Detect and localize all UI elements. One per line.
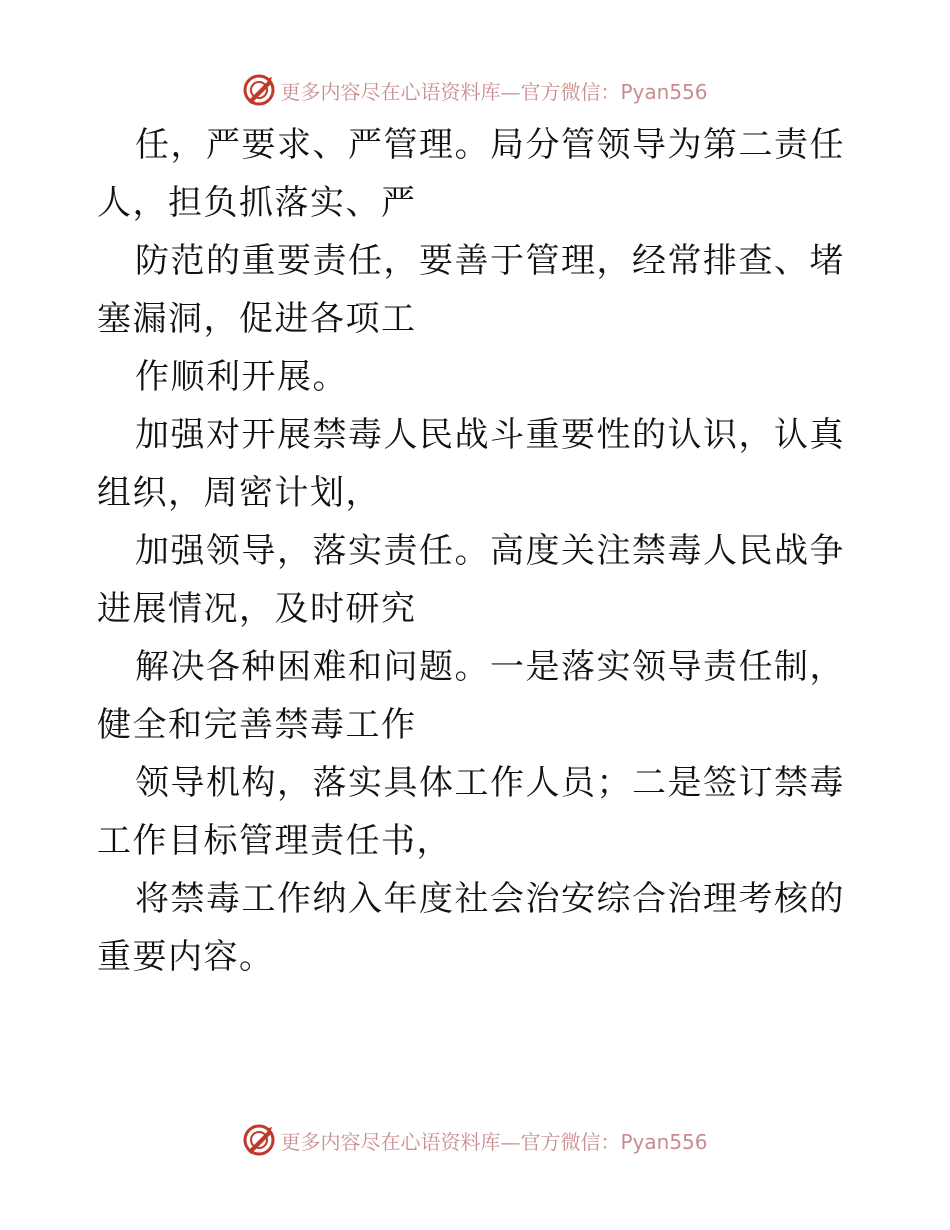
brand-logo-icon: [242, 1123, 276, 1157]
paragraph: 将禁毒工作纳入年度社会治安综合治理考核的重要内容。: [97, 879, 845, 977]
paragraph: 作顺利开展。: [135, 357, 348, 397]
paragraph: 领导机构，落实具体工作人员；二是签订禁毒工作目标管理责任书，: [97, 763, 845, 861]
footer-banner-dash: —: [500, 1129, 521, 1154]
header-banner-dash: —: [500, 79, 521, 104]
paragraph: 加强对开展禁毒人民战斗重要性的认识，认真组织，周密计划，: [97, 415, 845, 513]
paragraph: 防范的重要责任，要善于管理，经常排查、堵塞漏洞，促进各项工: [97, 241, 845, 339]
header-banner-handle: Pyan556: [620, 79, 708, 104]
header-banner: [0, 70, 950, 110]
paragraph: 加强领导，落实责任。高度关注禁毒人民战争进展情况，及时研究: [97, 531, 845, 629]
document-body: [97, 116, 857, 986]
header-banner-main: 更多内容尽在心语资料库: [280, 79, 501, 104]
footer-banner-handle: Pyan556: [620, 1129, 708, 1154]
header-banner-text: [280, 76, 707, 105]
brand-logo-icon: [242, 73, 276, 107]
header-banner-official: 官方微信：: [520, 79, 621, 104]
paragraph: 解决各种困难和问题。一是落实领导责任制，健全和完善禁毒工作: [97, 647, 845, 745]
footer-banner-text: [280, 1126, 707, 1155]
footer-banner: [0, 1120, 950, 1160]
paragraph: 任，严要求、严管理。局分管领导为第二责任人，担负抓落实、严: [97, 125, 845, 223]
footer-banner-main: 更多内容尽在心语资料库: [280, 1129, 501, 1154]
footer-banner-official: 官方微信：: [520, 1129, 621, 1154]
